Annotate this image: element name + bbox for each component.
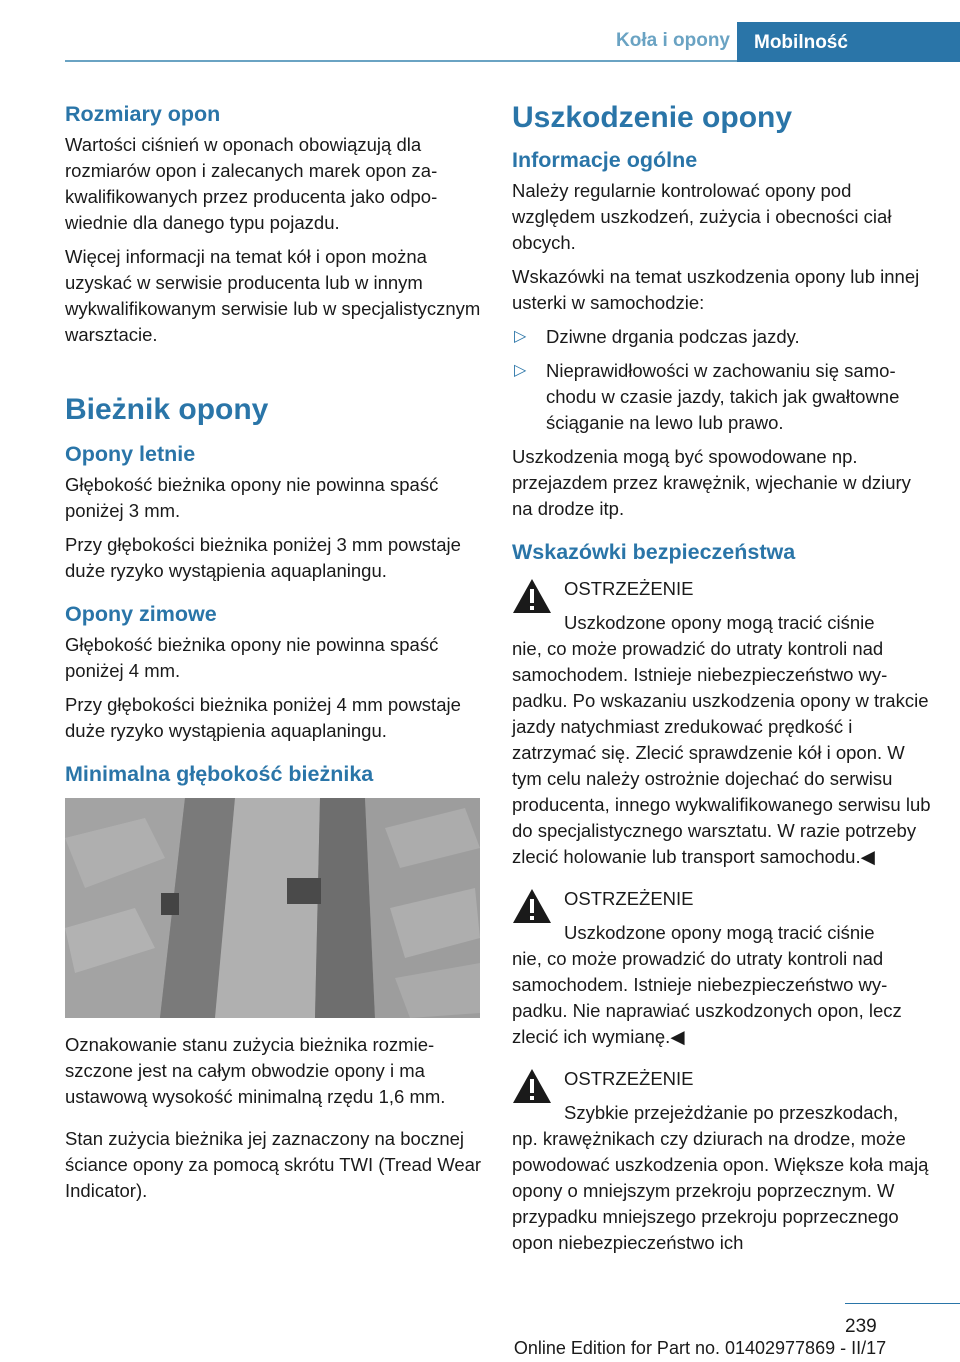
header-rule: [65, 60, 737, 62]
warning-block: [512, 1066, 932, 1256]
paragraph: Głębokość bieżnika opony nie powinna spaść poniżej 4 mm.: [65, 634, 439, 681]
tire-tread-illustration: [65, 798, 480, 1018]
paragraph: Wskazówki na temat uszkodzenia opony lub innej usterki w samochodzie:: [512, 266, 920, 313]
page-header: [0, 22, 960, 62]
list-item: [512, 324, 932, 350]
edition-line: Online Edition for Part no. 01402977869 - II/17: [513, 1338, 887, 1358]
warning-text-lead: Uszkodzone opony mogą tracić ciśnie: [564, 612, 875, 633]
bullet-list: [512, 324, 932, 436]
page-number: 239: [845, 1316, 877, 1337]
triangle-bullet-icon: ▷: [514, 328, 527, 345]
warning-text-rest: nie, co może prowadzić do utraty kontroli nad samochodem. Istnieje niebezpieczeństwo wypadku. Nie naprawiać uszkodzonych opon, lecz zlecić ich wymianę.◀: [512, 948, 902, 1047]
section-title-uszkodzenie: Uszkodzenie opony: [512, 101, 793, 134]
warning-triangle-icon: [512, 888, 552, 924]
warning-title: OSTRZEŻENIE: [564, 888, 694, 909]
warning-text-lead: Szybkie przejeżdżanie po przeszkodach,: [564, 1102, 899, 1123]
heading-minimalna: Minimalna głębokość bieżnika: [65, 762, 374, 786]
paragraph: Przy głębokości bieżnika poniżej 4 mm powstaje duże ryzyko wystąpienia aquaplaningu.: [65, 694, 461, 741]
paragraph: Więcej informacji na temat kół i opon można uzyskać w serwisie producenta lub w innym wykwalifikowanym serwisie lub w specjalistycznym warsztacie.: [65, 246, 481, 345]
warning-block: [512, 576, 932, 870]
paragraph: Przy głębokości bieżnika poniżej 3 mm powstaje duże ryzyko wystąpienia aquaplaningu.: [65, 534, 461, 581]
left-column: [65, 100, 483, 1212]
heading-zimowe: Opony zimowe: [65, 602, 217, 626]
warning-text: [512, 920, 932, 1050]
list-item-text: Nieprawidłowości w zachowaniu się samochodu w czasie jazdy, takich jak gwałtowne ściąganie na lewo lub prawo.: [546, 360, 900, 433]
header-section-tab: Mobilność: [737, 22, 960, 62]
tire-tread-image: [65, 798, 480, 1018]
list-item: [512, 358, 932, 436]
triangle-bullet-icon: ▷: [514, 362, 527, 379]
heading-rozmiary: Rozmiary opon: [65, 102, 221, 126]
warning-triangle-icon: [512, 1068, 552, 1104]
section-title-bieznik: Bieżnik opony: [65, 393, 269, 426]
paragraph: Należy regularnie kontrolować opony pod względem uszkodzeń, zużycia i obecności ciał obcych.: [512, 180, 892, 253]
warning-title: OSTRZEŻENIE: [564, 578, 694, 599]
heading-bezpieczenstwa: Wskazówki bezpieczeństwa: [512, 540, 796, 564]
footer-rule: [845, 1303, 960, 1304]
paragraph: Głębokość bieżnika opony nie powinna spaść poniżej 3 mm.: [65, 474, 439, 521]
paragraph: Stan zużycia bieżnika jej zaznaczony na bocznej ściance opony za pomocą skrótu TWI (Tread Wear Indicator).: [65, 1128, 482, 1201]
warning-text-lead: Uszkodzone opony mogą tracić ciśnie: [564, 922, 875, 943]
warning-text-rest: nie, co może prowadzić do utraty kontroli nad samochodem. Istnieje niebezpieczeństwo wypadku. Po wskazaniu uszkodzenia opony w trakcie jazdy natychmiast zredukować prędkość i zatrzymać się. Zlecić sprawdzenie kół i opon. W tym celu należy ostrożnie dojechać do serwisu producenta, innego wykwalifikowanego serwisu lub do specjalistycznego warsztatu. W razie potrzeby zlecić holowanie lub transport samochodu.◀: [512, 638, 931, 867]
list-item-text: Dziwne drgania podczas jazdy.: [546, 326, 800, 347]
heading-letnie: Opony letnie: [65, 442, 196, 466]
paragraph: Oznakowanie stanu zużycia bieżnika rozmieszczone jest na całym obwodzie opony i ma ustawową wysokość minimalną rzędu 1,6 mm.: [65, 1034, 446, 1107]
warning-text: [512, 610, 932, 870]
right-column: [512, 100, 932, 1272]
heading-ogolne: Informacje ogólne: [512, 148, 698, 172]
warning-title: OSTRZEŻENIE: [564, 1068, 694, 1089]
warning-triangle-icon: [512, 578, 552, 614]
paragraph: Uszkodzenia mogą być spowodowane np. przejazdem przez krawężnik, wjechanie w dziury na drodze itp.: [512, 446, 911, 519]
warning-text: [512, 1100, 932, 1256]
warning-block: [512, 886, 932, 1050]
header-chapter: Koła i opony: [616, 30, 730, 51]
paragraph: Wartości ciśnień w oponach obowiązują dla rozmiarów opon i zalecanych marek opon zakwalifikowanych przez producenta jako odpowiednie dla danego typu pojazdu.: [65, 134, 438, 233]
warning-text-rest: np. krawężnikach czy dziurach na drodze, może powodować uszkodzenia opon. Większe koła mają opony o mniejszym przekroju poprzecznym. W przypadku mniejszego przekroju poprzecznego opon niebezpieczeństwo ich: [512, 1128, 929, 1253]
